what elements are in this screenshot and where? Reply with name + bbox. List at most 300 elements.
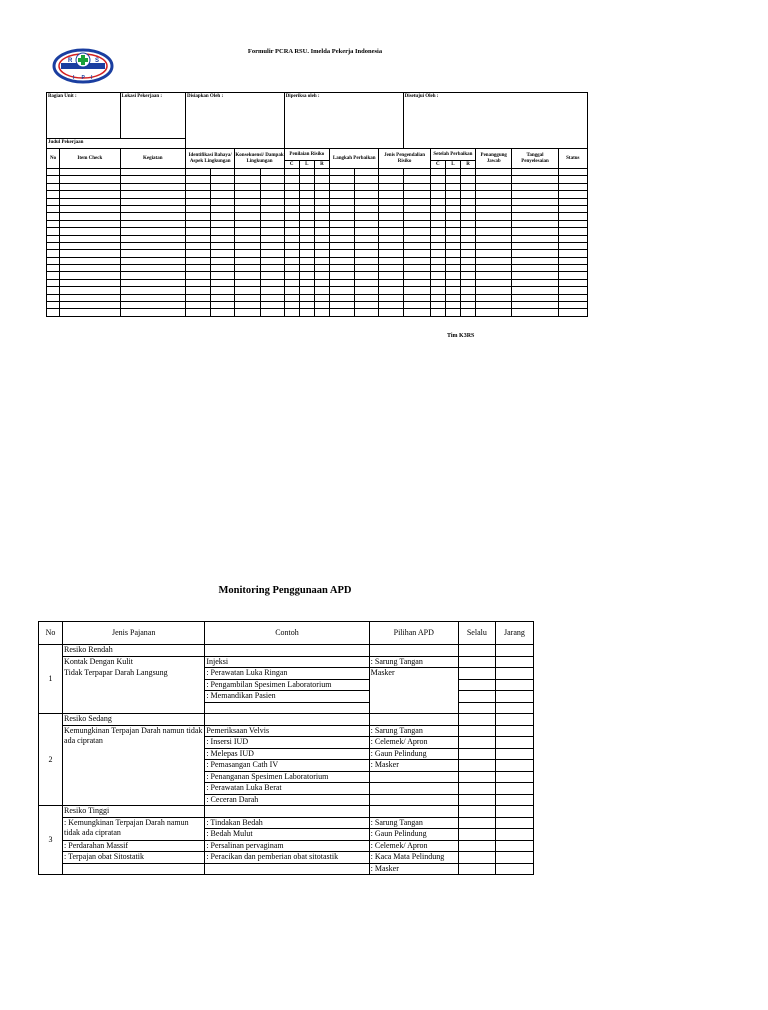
- pcra-entry-cell[interactable]: [120, 250, 185, 257]
- pcra-entry-cell[interactable]: [60, 220, 120, 227]
- pcra-entry-cell[interactable]: [314, 183, 329, 190]
- pcra-entry-cell[interactable]: [120, 198, 185, 205]
- pcra-entry-cell[interactable]: [60, 183, 120, 190]
- pcra-entry-cell[interactable]: [460, 309, 475, 316]
- pcra-entry-cell[interactable]: [355, 272, 379, 279]
- pcra-entry-cell[interactable]: [60, 205, 120, 212]
- pcra-entry-cell[interactable]: [314, 250, 329, 257]
- pcra-entry-cell[interactable]: [260, 302, 284, 309]
- pcra-entry-cell[interactable]: [355, 309, 379, 316]
- pcra-entry-cell[interactable]: [558, 220, 587, 227]
- pcra-entry-cell[interactable]: [211, 213, 235, 220]
- pcra-entry-cell[interactable]: [211, 169, 235, 176]
- pcra-entry-cell[interactable]: [211, 198, 235, 205]
- pcra-entry-cell[interactable]: [120, 279, 185, 286]
- pcra-entry-cell[interactable]: [403, 242, 430, 249]
- pcra-entry-cell[interactable]: [235, 169, 260, 176]
- pcra-entry-cell[interactable]: [430, 169, 445, 176]
- pcra-entry-cell[interactable]: [379, 294, 403, 301]
- pcra-entry-cell[interactable]: [445, 205, 460, 212]
- pcra-entry-cell[interactable]: [558, 176, 587, 183]
- pcra-entry-cell[interactable]: [186, 228, 211, 235]
- pcra-entry-cell[interactable]: [330, 265, 355, 272]
- pcra-entry-cell[interactable]: [430, 294, 445, 301]
- pcra-entry-cell[interactable]: [460, 220, 475, 227]
- pcra-entry-cell[interactable]: [260, 213, 284, 220]
- pcra-entry-cell[interactable]: [558, 287, 587, 294]
- pcra-entry-cell[interactable]: [186, 309, 211, 316]
- pcra-entry-cell[interactable]: [379, 287, 403, 294]
- pcra-entry-cell[interactable]: [47, 272, 60, 279]
- pcra-entry-cell[interactable]: [235, 287, 260, 294]
- pcra-entry-cell[interactable]: [403, 169, 430, 176]
- pcra-entry-cell[interactable]: [460, 176, 475, 183]
- pcra-entry-cell[interactable]: [430, 302, 445, 309]
- pcra-entry-cell[interactable]: [558, 213, 587, 220]
- pcra-entry-cell[interactable]: [211, 205, 235, 212]
- pcra-entry-cell[interactable]: [460, 191, 475, 198]
- pcra-entry-cell[interactable]: [430, 191, 445, 198]
- pcra-entry-cell[interactable]: [60, 309, 120, 316]
- pcra-entry-cell[interactable]: [476, 205, 512, 212]
- pcra-entry-cell[interactable]: [299, 242, 314, 249]
- pcra-entry-cell[interactable]: [430, 287, 445, 294]
- pcra-entry-cell[interactable]: [460, 169, 475, 176]
- pcra-entry-cell[interactable]: [186, 213, 211, 220]
- pcra-entry-cell[interactable]: [60, 250, 120, 257]
- pcra-entry-cell[interactable]: [284, 220, 299, 227]
- pcra-entry-cell[interactable]: [120, 242, 185, 249]
- pcra-entry-cell[interactable]: [211, 279, 235, 286]
- pcra-entry-cell[interactable]: [355, 183, 379, 190]
- pcra-entry-cell[interactable]: [60, 228, 120, 235]
- pcra-entry-cell[interactable]: [355, 235, 379, 242]
- pcra-entry-cell[interactable]: [211, 287, 235, 294]
- pcra-entry-cell[interactable]: [403, 294, 430, 301]
- pcra-entry-cell[interactable]: [558, 235, 587, 242]
- pcra-entry-cell[interactable]: [186, 302, 211, 309]
- pcra-entry-cell[interactable]: [299, 250, 314, 257]
- pcra-entry-cell[interactable]: [60, 191, 120, 198]
- pcra-entry-cell[interactable]: [260, 220, 284, 227]
- pcra-entry-cell[interactable]: [186, 250, 211, 257]
- pcra-entry-cell[interactable]: [299, 228, 314, 235]
- pcra-entry-cell[interactable]: [379, 265, 403, 272]
- pcra-entry-cell[interactable]: [47, 257, 60, 264]
- pcra-entry-cell[interactable]: [403, 235, 430, 242]
- pcra-entry-cell[interactable]: [512, 228, 558, 235]
- pcra-entry-cell[interactable]: [284, 250, 299, 257]
- pcra-entry-cell[interactable]: [284, 294, 299, 301]
- diperiksa-oleh-field[interactable]: Diperiksa oleh :: [284, 93, 403, 149]
- pcra-entry-cell[interactable]: [379, 198, 403, 205]
- pcra-entry-cell[interactable]: [186, 220, 211, 227]
- pcra-entry-cell[interactable]: [314, 257, 329, 264]
- pcra-entry-cell[interactable]: [284, 191, 299, 198]
- pcra-entry-cell[interactable]: [284, 242, 299, 249]
- pcra-entry-cell[interactable]: [403, 257, 430, 264]
- pcra-entry-cell[interactable]: [460, 302, 475, 309]
- pcra-entry-cell[interactable]: [460, 242, 475, 249]
- pcra-entry-cell[interactable]: [476, 294, 512, 301]
- pcra-entry-cell[interactable]: [476, 228, 512, 235]
- pcra-entry-cell[interactable]: [186, 294, 211, 301]
- pcra-entry-cell[interactable]: [299, 213, 314, 220]
- pcra-entry-cell[interactable]: [284, 205, 299, 212]
- pcra-entry-cell[interactable]: [299, 309, 314, 316]
- pcra-entry-cell[interactable]: [460, 198, 475, 205]
- pcra-entry-cell[interactable]: [476, 272, 512, 279]
- pcra-entry-cell[interactable]: [60, 272, 120, 279]
- pcra-entry-cell[interactable]: [403, 228, 430, 235]
- pcra-entry-cell[interactable]: [476, 191, 512, 198]
- pcra-entry-cell[interactable]: [558, 250, 587, 257]
- pcra-entry-cell[interactable]: [379, 228, 403, 235]
- pcra-entry-cell[interactable]: [314, 220, 329, 227]
- pcra-entry-cell[interactable]: [47, 213, 60, 220]
- pcra-entry-cell[interactable]: [379, 176, 403, 183]
- pcra-entry-cell[interactable]: [430, 198, 445, 205]
- pcra-entry-cell[interactable]: [512, 257, 558, 264]
- pcra-entry-cell[interactable]: [445, 287, 460, 294]
- pcra-entry-cell[interactable]: [299, 191, 314, 198]
- pcra-entry-cell[interactable]: [284, 228, 299, 235]
- pcra-entry-cell[interactable]: [330, 287, 355, 294]
- pcra-entry-cell[interactable]: [60, 294, 120, 301]
- pcra-entry-cell[interactable]: [120, 183, 185, 190]
- pcra-entry-cell[interactable]: [512, 242, 558, 249]
- pcra-entry-cell[interactable]: [403, 272, 430, 279]
- pcra-entry-cell[interactable]: [430, 228, 445, 235]
- pcra-entry-cell[interactable]: [403, 302, 430, 309]
- pcra-entry-cell[interactable]: [512, 287, 558, 294]
- pcra-entry-cell[interactable]: [512, 205, 558, 212]
- pcra-entry-cell[interactable]: [512, 176, 558, 183]
- pcra-entry-cell[interactable]: [314, 176, 329, 183]
- pcra-entry-cell[interactable]: [299, 302, 314, 309]
- pcra-entry-cell[interactable]: [476, 250, 512, 257]
- pcra-entry-cell[interactable]: [299, 220, 314, 227]
- pcra-entry-cell[interactable]: [330, 309, 355, 316]
- pcra-entry-cell[interactable]: [403, 213, 430, 220]
- pcra-entry-cell[interactable]: [512, 191, 558, 198]
- pcra-entry-cell[interactable]: [512, 235, 558, 242]
- pcra-entry-cell[interactable]: [430, 183, 445, 190]
- pcra-entry-cell[interactable]: [260, 257, 284, 264]
- pcra-entry-cell[interactable]: [235, 198, 260, 205]
- pcra-entry-cell[interactable]: [211, 250, 235, 257]
- pcra-entry-cell[interactable]: [403, 183, 430, 190]
- pcra-entry-cell[interactable]: [445, 191, 460, 198]
- pcra-entry-cell[interactable]: [355, 279, 379, 286]
- pcra-entry-cell[interactable]: [47, 265, 60, 272]
- pcra-entry-cell[interactable]: [260, 250, 284, 257]
- pcra-entry-cell[interactable]: [235, 250, 260, 257]
- pcra-entry-cell[interactable]: [355, 176, 379, 183]
- pcra-entry-cell[interactable]: [299, 235, 314, 242]
- pcra-entry-cell[interactable]: [476, 213, 512, 220]
- pcra-entry-cell[interactable]: [460, 205, 475, 212]
- pcra-entry-cell[interactable]: [186, 257, 211, 264]
- pcra-entry-cell[interactable]: [430, 235, 445, 242]
- pcra-entry-cell[interactable]: [260, 169, 284, 176]
- pcra-entry-cell[interactable]: [558, 242, 587, 249]
- pcra-entry-cell[interactable]: [47, 176, 60, 183]
- pcra-entry-cell[interactable]: [330, 183, 355, 190]
- pcra-entry-cell[interactable]: [60, 198, 120, 205]
- pcra-entry-cell[interactable]: [460, 250, 475, 257]
- pcra-entry-cell[interactable]: [47, 198, 60, 205]
- pcra-entry-cell[interactable]: [60, 265, 120, 272]
- pcra-entry-cell[interactable]: [476, 265, 512, 272]
- pcra-entry-cell[interactable]: [512, 302, 558, 309]
- pcra-entry-cell[interactable]: [284, 309, 299, 316]
- pcra-entry-cell[interactable]: [235, 279, 260, 286]
- pcra-entry-cell[interactable]: [476, 183, 512, 190]
- pcra-entry-cell[interactable]: [60, 169, 120, 176]
- pcra-entry-cell[interactable]: [235, 309, 260, 316]
- pcra-entry-cell[interactable]: [235, 213, 260, 220]
- pcra-entry-cell[interactable]: [430, 257, 445, 264]
- pcra-entry-cell[interactable]: [355, 169, 379, 176]
- pcra-entry-cell[interactable]: [260, 205, 284, 212]
- pcra-entry-cell[interactable]: [211, 228, 235, 235]
- pcra-entry-cell[interactable]: [355, 265, 379, 272]
- pcra-entry-cell[interactable]: [512, 250, 558, 257]
- pcra-entry-cell[interactable]: [512, 213, 558, 220]
- pcra-entry-cell[interactable]: [47, 287, 60, 294]
- pcra-entry-cell[interactable]: [476, 257, 512, 264]
- pcra-entry-cell[interactable]: [235, 294, 260, 301]
- pcra-entry-cell[interactable]: [314, 213, 329, 220]
- pcra-entry-cell[interactable]: [445, 279, 460, 286]
- pcra-entry-cell[interactable]: [512, 198, 558, 205]
- pcra-entry-cell[interactable]: [314, 198, 329, 205]
- pcra-entry-cell[interactable]: [211, 176, 235, 183]
- pcra-entry-cell[interactable]: [284, 265, 299, 272]
- pcra-entry-cell[interactable]: [314, 309, 329, 316]
- pcra-entry-cell[interactable]: [379, 279, 403, 286]
- pcra-entry-cell[interactable]: [403, 287, 430, 294]
- pcra-entry-cell[interactable]: [120, 309, 185, 316]
- pcra-entry-cell[interactable]: [460, 257, 475, 264]
- pcra-entry-cell[interactable]: [476, 302, 512, 309]
- pcra-entry-cell[interactable]: [512, 220, 558, 227]
- pcra-entry-cell[interactable]: [379, 257, 403, 264]
- pcra-entry-cell[interactable]: [299, 294, 314, 301]
- pcra-entry-cell[interactable]: [235, 242, 260, 249]
- pcra-entry-cell[interactable]: [260, 287, 284, 294]
- pcra-entry-cell[interactable]: [299, 169, 314, 176]
- pcra-entry-cell[interactable]: [186, 287, 211, 294]
- pcra-entry-cell[interactable]: [558, 183, 587, 190]
- pcra-entry-cell[interactable]: [314, 287, 329, 294]
- pcra-entry-cell[interactable]: [120, 272, 185, 279]
- judul-pekerjaan-field[interactable]: Judul Pekerjaan: [47, 139, 186, 149]
- pcra-entry-cell[interactable]: [430, 279, 445, 286]
- pcra-entry-cell[interactable]: [430, 205, 445, 212]
- pcra-entry-cell[interactable]: [235, 220, 260, 227]
- pcra-entry-cell[interactable]: [403, 265, 430, 272]
- disiapkan-oleh-field[interactable]: Disiapkan Oleh :: [186, 93, 285, 149]
- pcra-entry-cell[interactable]: [445, 294, 460, 301]
- pcra-entry-cell[interactable]: [47, 235, 60, 242]
- pcra-entry-cell[interactable]: [235, 228, 260, 235]
- pcra-entry-cell[interactable]: [299, 183, 314, 190]
- pcra-entry-cell[interactable]: [47, 228, 60, 235]
- pcra-entry-cell[interactable]: [379, 205, 403, 212]
- pcra-entry-cell[interactable]: [186, 242, 211, 249]
- pcra-entry-cell[interactable]: [430, 213, 445, 220]
- pcra-entry-cell[interactable]: [445, 257, 460, 264]
- pcra-entry-cell[interactable]: [299, 205, 314, 212]
- pcra-entry-cell[interactable]: [120, 287, 185, 294]
- pcra-entry-cell[interactable]: [47, 191, 60, 198]
- pcra-entry-cell[interactable]: [60, 213, 120, 220]
- pcra-entry-cell[interactable]: [284, 302, 299, 309]
- pcra-entry-cell[interactable]: [460, 183, 475, 190]
- pcra-entry-cell[interactable]: [476, 235, 512, 242]
- pcra-entry-cell[interactable]: [379, 191, 403, 198]
- pcra-entry-cell[interactable]: [299, 279, 314, 286]
- pcra-entry-cell[interactable]: [476, 242, 512, 249]
- pcra-entry-cell[interactable]: [512, 265, 558, 272]
- pcra-entry-cell[interactable]: [47, 279, 60, 286]
- pcra-entry-cell[interactable]: [512, 272, 558, 279]
- pcra-entry-cell[interactable]: [445, 183, 460, 190]
- pcra-entry-cell[interactable]: [260, 309, 284, 316]
- pcra-entry-cell[interactable]: [186, 205, 211, 212]
- pcra-entry-cell[interactable]: [512, 309, 558, 316]
- pcra-entry-cell[interactable]: [211, 220, 235, 227]
- pcra-entry-cell[interactable]: [120, 220, 185, 227]
- pcra-entry-cell[interactable]: [476, 169, 512, 176]
- pcra-entry-cell[interactable]: [284, 213, 299, 220]
- pcra-entry-cell[interactable]: [211, 242, 235, 249]
- pcra-entry-cell[interactable]: [430, 250, 445, 257]
- pcra-entry-cell[interactable]: [558, 294, 587, 301]
- pcra-entry-cell[interactable]: [120, 213, 185, 220]
- pcra-entry-cell[interactable]: [47, 220, 60, 227]
- pcra-entry-cell[interactable]: [460, 272, 475, 279]
- pcra-entry-cell[interactable]: [47, 205, 60, 212]
- pcra-entry-cell[interactable]: [260, 198, 284, 205]
- pcra-entry-cell[interactable]: [330, 242, 355, 249]
- pcra-entry-cell[interactable]: [314, 242, 329, 249]
- pcra-entry-cell[interactable]: [299, 257, 314, 264]
- pcra-entry-cell[interactable]: [330, 176, 355, 183]
- pcra-entry-cell[interactable]: [260, 176, 284, 183]
- pcra-entry-cell[interactable]: [330, 205, 355, 212]
- pcra-entry-cell[interactable]: [558, 205, 587, 212]
- pcra-entry-cell[interactable]: [330, 235, 355, 242]
- pcra-entry-cell[interactable]: [355, 242, 379, 249]
- bagian-unit-field[interactable]: Bagian Unit :: [47, 93, 121, 139]
- pcra-entry-cell[interactable]: [314, 279, 329, 286]
- pcra-entry-cell[interactable]: [430, 309, 445, 316]
- pcra-entry-cell[interactable]: [299, 272, 314, 279]
- pcra-entry-cell[interactable]: [211, 191, 235, 198]
- pcra-entry-cell[interactable]: [355, 198, 379, 205]
- pcra-entry-cell[interactable]: [284, 272, 299, 279]
- pcra-entry-cell[interactable]: [379, 250, 403, 257]
- pcra-entry-cell[interactable]: [186, 198, 211, 205]
- pcra-entry-cell[interactable]: [558, 257, 587, 264]
- pcra-entry-cell[interactable]: [120, 294, 185, 301]
- pcra-entry-cell[interactable]: [235, 183, 260, 190]
- pcra-entry-cell[interactable]: [460, 228, 475, 235]
- pcra-entry-cell[interactable]: [186, 169, 211, 176]
- lokasi-pekerjaan-field[interactable]: Lokasi Pekerjaan :: [120, 93, 185, 139]
- pcra-entry-cell[interactable]: [211, 235, 235, 242]
- pcra-entry-cell[interactable]: [558, 302, 587, 309]
- pcra-entry-cell[interactable]: [512, 294, 558, 301]
- pcra-entry-cell[interactable]: [60, 176, 120, 183]
- pcra-entry-cell[interactable]: [430, 220, 445, 227]
- pcra-entry-cell[interactable]: [430, 176, 445, 183]
- pcra-entry-cell[interactable]: [211, 302, 235, 309]
- pcra-entry-cell[interactable]: [314, 235, 329, 242]
- pcra-entry-cell[interactable]: [186, 183, 211, 190]
- pcra-entry-cell[interactable]: [355, 257, 379, 264]
- pcra-entry-cell[interactable]: [330, 191, 355, 198]
- pcra-entry-cell[interactable]: [186, 265, 211, 272]
- pcra-entry-cell[interactable]: [211, 309, 235, 316]
- pcra-entry-cell[interactable]: [512, 169, 558, 176]
- pcra-entry-cell[interactable]: [47, 309, 60, 316]
- pcra-entry-cell[interactable]: [355, 250, 379, 257]
- pcra-entry-cell[interactable]: [60, 287, 120, 294]
- pcra-entry-cell[interactable]: [60, 257, 120, 264]
- pcra-entry-cell[interactable]: [460, 294, 475, 301]
- pcra-entry-cell[interactable]: [558, 309, 587, 316]
- pcra-entry-cell[interactable]: [330, 257, 355, 264]
- pcra-entry-cell[interactable]: [476, 198, 512, 205]
- pcra-entry-cell[interactable]: [445, 250, 460, 257]
- pcra-entry-cell[interactable]: [284, 257, 299, 264]
- disetujui-oleh-field[interactable]: Disetujui Oleh :: [403, 93, 587, 149]
- pcra-entry-cell[interactable]: [476, 279, 512, 286]
- pcra-entry-cell[interactable]: [260, 228, 284, 235]
- pcra-entry-cell[interactable]: [211, 265, 235, 272]
- pcra-entry-cell[interactable]: [314, 169, 329, 176]
- pcra-entry-cell[interactable]: [558, 265, 587, 272]
- pcra-entry-cell[interactable]: [445, 213, 460, 220]
- pcra-entry-cell[interactable]: [47, 294, 60, 301]
- pcra-entry-cell[interactable]: [330, 302, 355, 309]
- pcra-entry-cell[interactable]: [558, 198, 587, 205]
- pcra-entry-cell[interactable]: [120, 228, 185, 235]
- pcra-entry-cell[interactable]: [558, 191, 587, 198]
- pcra-entry-cell[interactable]: [403, 220, 430, 227]
- pcra-entry-cell[interactable]: [235, 302, 260, 309]
- pcra-entry-cell[interactable]: [330, 250, 355, 257]
- pcra-entry-cell[interactable]: [476, 220, 512, 227]
- pcra-entry-cell[interactable]: [330, 169, 355, 176]
- pcra-entry-cell[interactable]: [403, 279, 430, 286]
- pcra-entry-cell[interactable]: [445, 169, 460, 176]
- pcra-entry-cell[interactable]: [430, 242, 445, 249]
- pcra-entry-cell[interactable]: [186, 272, 211, 279]
- pcra-entry-cell[interactable]: [558, 228, 587, 235]
- pcra-entry-cell[interactable]: [379, 235, 403, 242]
- pcra-entry-cell[interactable]: [558, 279, 587, 286]
- pcra-entry-cell[interactable]: [314, 205, 329, 212]
- pcra-entry-cell[interactable]: [260, 294, 284, 301]
- pcra-entry-cell[interactable]: [120, 235, 185, 242]
- pcra-entry-cell[interactable]: [355, 228, 379, 235]
- pcra-entry-cell[interactable]: [379, 169, 403, 176]
